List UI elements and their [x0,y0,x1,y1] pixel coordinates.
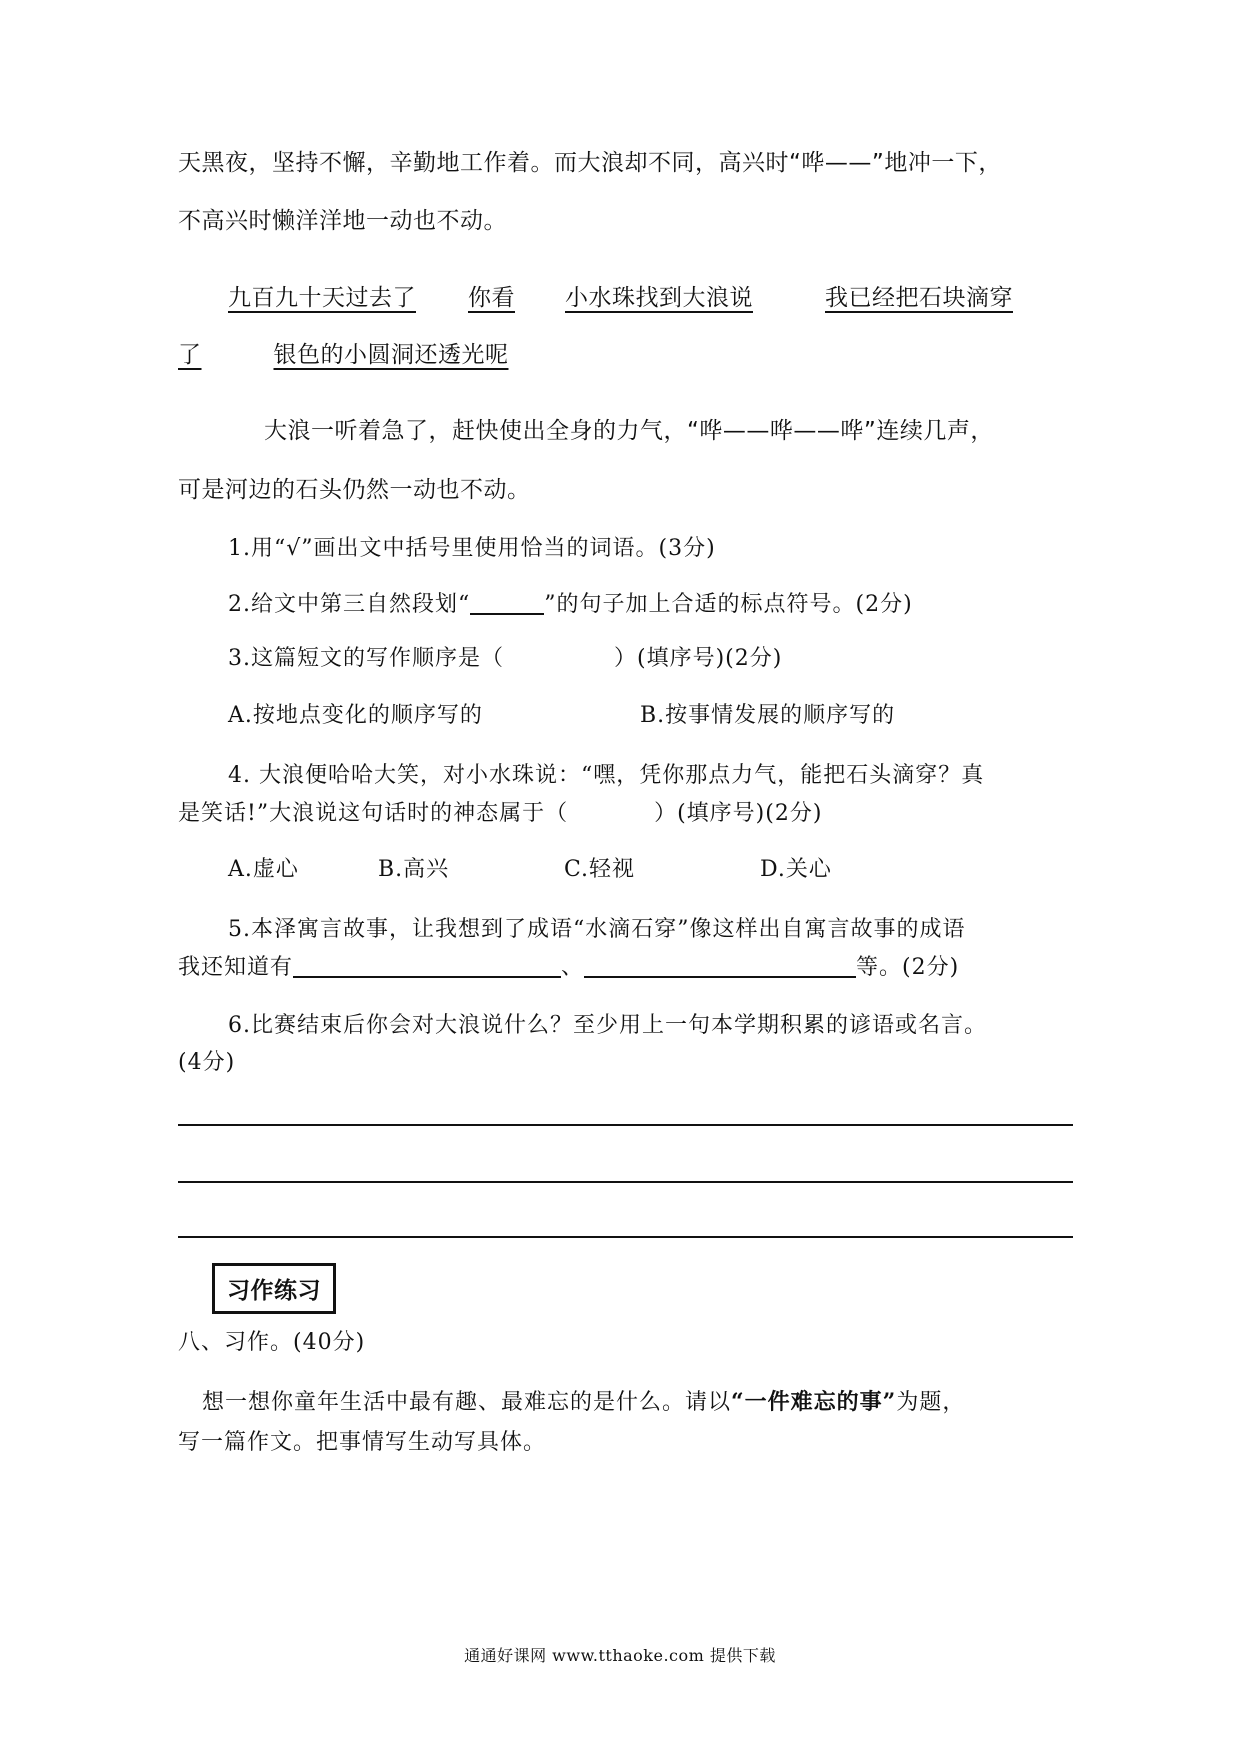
underlined-segment: 九百九十天过去了 [228,285,416,311]
footer-download-note: 通通好课网 www.tthaoke.com 提供下载 [464,1646,776,1665]
passage-line-1: 天黑夜，坚持不懈，辛勤地工作着。而大浪却不同，高兴时“哗——”地冲一下， [178,150,1002,176]
question-4-option-b: B.高兴 [378,857,450,882]
question-2 [228,587,913,618]
answer-line[interactable] [178,1236,1073,1238]
question-5-line-2 [178,950,959,981]
question-3-option-b: B.按事情发展的顺序写的 [640,703,896,728]
answer-blank[interactable] [584,954,856,978]
writing-prompt-text-b: 为题， [896,1390,966,1415]
question-3-text-a: 3.这篇短文的写作顺序是（ [228,646,504,671]
underlined-sentence-line-2 [178,336,531,369]
passage-line-2: 不高兴时懒洋洋地一动也不动。 [178,208,507,234]
answer-line[interactable] [178,1124,1073,1126]
question-4-line-1: 4. 大浪便哈哈大笑，对小水珠说：“嘿，凭你那点力气，能把石头滴穿？真 [228,763,985,788]
question-4-option-a: A.虚心 [228,857,299,882]
underlined-segment: 我已经把石块滴穿 [825,285,1013,311]
question-5-text-a: 我还知道有 [178,955,294,980]
question-3 [228,641,782,672]
underlined-segment: 了 [178,342,202,368]
section-box-writing-practice: 习作练习 [212,1263,336,1314]
question-3-text-b: ）(填序号)(2分) [614,646,783,671]
question-4-text-a: 是笑话!”大浪说这句话时的神态属于（ [178,801,569,826]
underlined-segment: 你看 [468,285,515,311]
question-1: 1.用“√”画出文中括号里使用恰当的词语。(3分) [228,536,716,561]
question-2-text-b: ”的句子加上合适的标点符号。(2分) [544,592,913,617]
answer-line[interactable] [178,1181,1073,1183]
underlined-segment: 银色的小圆洞还透光呢 [273,342,509,368]
writing-prompt-text-a: 想一想你童年生活中最有趣、最难忘的是什么。请以 [202,1390,732,1415]
question-5-separator: 、 [561,955,585,980]
question-4-line-2 [178,796,822,827]
underlined-sentence-line-1 [228,279,1013,312]
question-5-line-1: 5.本泽寓言故事，让我想到了成语“水滴石穿”像这样出自寓言故事的成语 [228,917,966,942]
writing-heading: 八、习作。(40分) [178,1330,366,1355]
writing-prompt-title: “一件难忘的事” [731,1389,897,1415]
writing-prompt-line-1 [202,1385,965,1416]
question-6-line-2: (4分) [178,1050,236,1075]
underline-marker [470,591,544,615]
question-3-option-a: A.按地点变化的顺序写的 [228,703,483,728]
passage-para3-line-2: 可是河边的石头仍然一动也不动。 [178,477,531,503]
writing-prompt-line-2: 写一篇作文。把事情写生动写具体。 [178,1430,547,1455]
question-5-text-b: 等。(2分) [856,955,960,980]
underlined-segment: 小水珠找到大浪说 [565,285,753,311]
question-6-line-1: 6.比赛结束后你会对大浪说什么？至少用上一句本学期积累的谚语或名言。 [228,1013,987,1038]
question-2-text-a: 2.给文中第三自然段划“ [228,592,471,617]
answer-blank[interactable] [293,954,561,978]
question-4-option-c: C.轻视 [564,857,636,882]
question-4-text-b: ）(填序号)(2分) [654,801,823,826]
passage-para3-line-1: 大浪一听着急了，赶快使出全身的力气，“哗——哗——哗”连续几声， [264,418,994,444]
question-4-option-d: D.关心 [760,857,832,882]
